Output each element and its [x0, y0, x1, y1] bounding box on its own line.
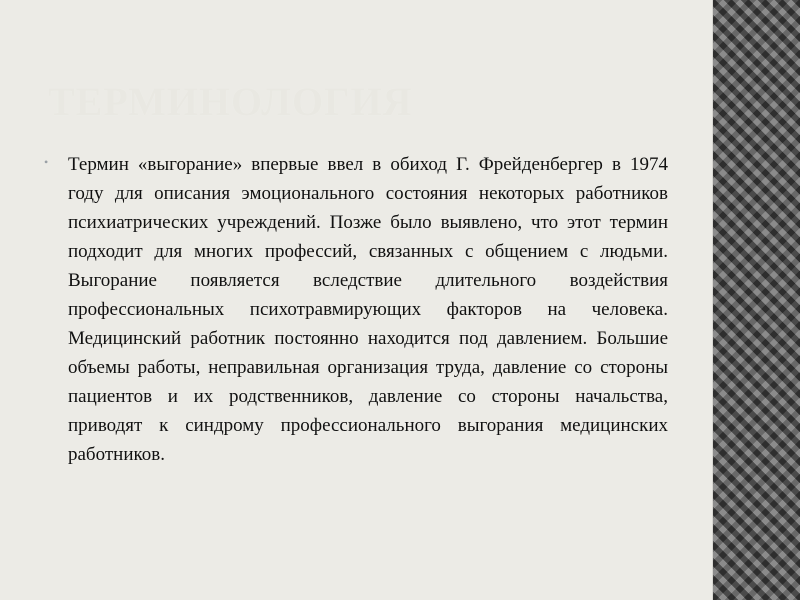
slide-title: ТЕРМИНОЛОГИЯ — [48, 79, 413, 124]
bullet-icon: • — [44, 155, 49, 169]
body-text: Термин «выгорание» впервые ввел в обиход Г. Фрейденбергер в 1974 году для описания эмоционального состояния некоторых работников психиатрических учреждений. Позже было выявлено, что этот термин подходит для многих профессий, связанных с общением с людьми. Выгорание появляется вследствие длительного воздействия профессиональных психотравмирующих факторов на человека. Медицинский работник постоянно находится под давлением. Большие объемы работы, неправильная организация труда, давление со стороны пациентов и их родственников, давление со стороны начальства, приводят к синдрому профессионального выгорания медицинских работников. — [68, 154, 668, 465]
slide-content — [44, 150, 668, 469]
decorative-side-pattern — [712, 0, 800, 600]
bullet-item — [44, 150, 668, 469]
